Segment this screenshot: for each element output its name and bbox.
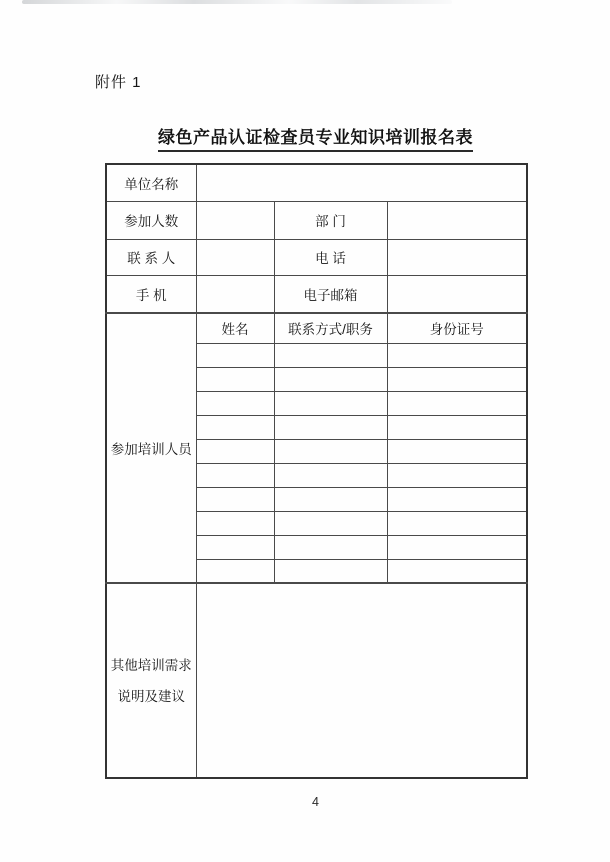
mobile-label-cell: 手 机	[106, 275, 196, 313]
trainee-cell	[274, 535, 387, 559]
page-number: 4	[312, 795, 319, 809]
page-title: 绿色产品认证检查员专业知识培训报名表	[158, 123, 473, 152]
trainee-cell	[387, 487, 527, 511]
trainee-cell	[196, 463, 274, 487]
email-value-cell	[387, 275, 527, 313]
other-needs-value-cell	[196, 583, 527, 778]
trainee-cell	[387, 559, 527, 583]
trainee-cell	[387, 463, 527, 487]
phone-label-cell: 电 话	[274, 239, 387, 275]
scan-artifact-top-edge	[22, 0, 452, 4]
contact-person-row	[106, 239, 527, 275]
other-needs-label-line1: 其他培训需求	[110, 657, 192, 673]
other-needs-label-line2: 说明及建议	[117, 688, 185, 704]
trainee-cell	[387, 511, 527, 535]
unit-name-label-cell: 单位名称	[106, 164, 196, 201]
trainee-col-name-header: 姓名	[196, 313, 274, 343]
contact-person-value-cell	[196, 239, 274, 275]
trainee-cell	[196, 367, 274, 391]
phone-value-cell	[387, 239, 527, 275]
trainee-cell	[387, 343, 527, 367]
trainee-cell	[196, 511, 274, 535]
title-container	[105, 123, 526, 152]
trainee-cell	[196, 487, 274, 511]
mobile-row	[106, 275, 527, 313]
trainee-cell	[387, 367, 527, 391]
unit-name-row	[106, 164, 527, 201]
other-needs-label-cell	[106, 583, 196, 778]
trainee-col-id-header: 身份证号	[387, 313, 527, 343]
trainee-cell	[196, 415, 274, 439]
trainee-cell	[387, 535, 527, 559]
trainee-cell	[274, 367, 387, 391]
trainee-section-label-cell: 参加培训人员	[106, 313, 196, 583]
mobile-value-cell	[196, 275, 274, 313]
trainee-cell	[274, 391, 387, 415]
trainee-cell	[387, 415, 527, 439]
trainee-col-contact-header: 联系方式/职务	[274, 313, 387, 343]
trainee-cell	[196, 439, 274, 463]
unit-name-value-cell	[196, 164, 527, 201]
trainee-cell	[196, 391, 274, 415]
registration-form-table	[105, 163, 528, 779]
trainee-cell	[274, 415, 387, 439]
trainee-cell	[196, 535, 274, 559]
email-label-cell: 电子邮箱	[274, 275, 387, 313]
participant-count-value-cell	[196, 201, 274, 239]
trainee-cell	[274, 511, 387, 535]
attachment-label: 附件 1	[95, 74, 142, 91]
contact-person-label-cell: 联 系 人	[106, 239, 196, 275]
other-needs-row	[106, 583, 527, 778]
department-value-cell	[387, 201, 527, 239]
trainee-cell	[274, 463, 387, 487]
trainee-cell	[196, 343, 274, 367]
trainee-cell	[387, 391, 527, 415]
trainee-cell	[274, 559, 387, 583]
trainee-cell	[274, 343, 387, 367]
trainee-cell	[196, 559, 274, 583]
participant-count-label-cell: 参加人数	[106, 201, 196, 239]
trainee-header-row	[106, 313, 527, 343]
department-label-cell: 部 门	[274, 201, 387, 239]
trainee-cell	[274, 439, 387, 463]
participant-count-row	[106, 201, 527, 239]
trainee-cell	[387, 439, 527, 463]
trainee-cell	[274, 487, 387, 511]
